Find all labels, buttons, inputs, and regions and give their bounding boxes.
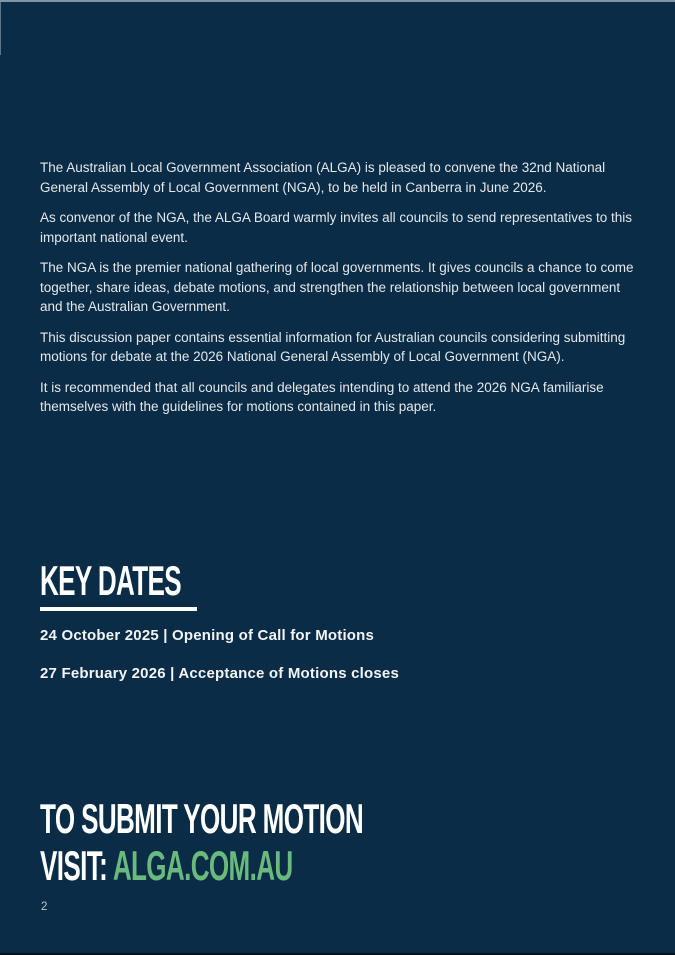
cta-line-1: TO SUBMIT YOUR MOTION	[40, 795, 364, 842]
submit-motion-cta	[40, 795, 561, 892]
key-date-item: 27 February 2026 | Acceptance of Motions closes	[40, 665, 400, 682]
page-left-edge	[0, 2, 1, 55]
intro-paragraph: It is recommended that all councils and delegates intending to attend the 2026 NGA familiarise themselves with the guidelines for motions contained in this paper.	[40, 379, 604, 414]
key-dates-underline	[40, 607, 197, 611]
intro-paragraphs	[40, 158, 640, 428]
intro-paragraph: This discussion paper contains essential information for Australian councils considering submitting motions for debate at the 2026 National General Assembly of Local Government (NGA).	[40, 329, 626, 364]
cta-line-2	[40, 842, 363, 892]
alga-website-link[interactable]: ALGA.COM.AU	[112, 842, 293, 889]
intro-paragraph: The Australian Local Government Association (ALGA) is pleased to convene the 32nd National General Assembly of Local Government (NGA), to be held in Canberra in June 2026.	[40, 160, 606, 195]
intro-paragraph: As convenor of the NGA, the ALGA Board warmly invites all councils to send representatives to this important national event.	[40, 210, 633, 245]
key-date-item: 24 October 2025 | Opening of Call for Motions	[40, 627, 375, 644]
key-dates-section	[40, 557, 268, 611]
page-top-edge	[0, 0, 675, 2]
key-dates-heading: KEY DATES	[40, 557, 182, 604]
page-number: 2	[41, 901, 48, 913]
intro-paragraph: The NGA is the premier national gathering of local governments. It gives councils a chance to come together, share ideas, debate motions, and strengthen the relationship between local government and the Australian Government.	[40, 260, 634, 314]
key-dates-list	[40, 627, 399, 703]
cta-visit-label: VISIT:	[40, 842, 113, 889]
